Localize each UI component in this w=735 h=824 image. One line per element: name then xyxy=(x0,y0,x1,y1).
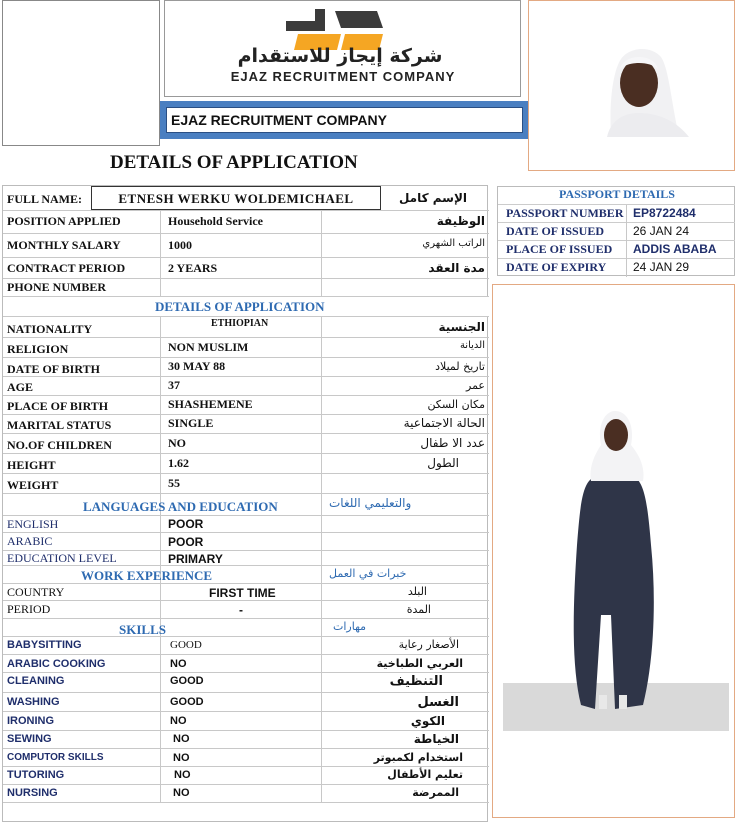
field-value: SHASHEMENE xyxy=(168,397,253,411)
field-arabic: الوظيفة xyxy=(436,214,485,228)
skill-label: ARABIC COOKING xyxy=(7,658,106,670)
passport-value: EP8722484 xyxy=(633,206,696,220)
field-arabic: الطول xyxy=(427,456,459,470)
field-row xyxy=(3,279,489,297)
field-row xyxy=(3,551,489,566)
field-arabic: الحالة الاجتماعية xyxy=(403,416,485,430)
field-value: NO xyxy=(168,436,186,450)
company-name-text: EJAZ RECRUITMENT COMPANY xyxy=(166,107,523,133)
field-label: PERIOD xyxy=(7,602,51,616)
work-section-arabic: خبرات في العمل xyxy=(329,567,407,580)
field-value: 55 xyxy=(168,476,180,490)
field-value: FIRST TIME xyxy=(209,586,276,600)
skill-label: WASHING xyxy=(7,696,60,708)
field-arabic: مكان السكن xyxy=(427,398,485,411)
field-value: PRIMARY xyxy=(168,552,223,566)
field-label: NATIONALITY xyxy=(7,322,93,336)
portrait-person-icon xyxy=(529,1,735,172)
field-label: MONTHLY SALARY xyxy=(7,238,121,252)
field-row xyxy=(3,516,489,533)
field-row xyxy=(3,377,489,396)
skill-row xyxy=(3,673,489,693)
field-row xyxy=(3,415,489,434)
field-label: RELIGION xyxy=(7,342,69,356)
skill-label: BABYSITTING xyxy=(7,639,82,651)
field-row xyxy=(3,474,489,494)
field-label: ARABIC xyxy=(7,534,53,548)
field-label: POSITION APPLIED xyxy=(7,214,121,228)
skill-label: IRONING xyxy=(7,715,55,727)
skill-row xyxy=(3,767,489,785)
skill-value: NO xyxy=(170,658,187,670)
application-table xyxy=(2,185,488,822)
field-value: POOR xyxy=(168,517,204,531)
company-logo xyxy=(164,0,521,97)
passport-label: DATE OF ISSUED xyxy=(506,224,605,238)
field-arabic: عدد الا طفال xyxy=(420,436,485,450)
skill-value: NO xyxy=(170,715,187,727)
field-label: MARITAL STATUS xyxy=(7,418,112,432)
field-value: 30 MAY 88 xyxy=(168,359,226,373)
field-label: DATE OF BIRTH xyxy=(7,362,100,376)
section-header-row xyxy=(3,619,489,637)
field-arabic: مدة العقد xyxy=(428,261,485,275)
passport-value: 26 JAN 24 xyxy=(633,224,690,238)
field-row xyxy=(3,434,489,454)
skill-row xyxy=(3,749,489,767)
field-label: EDUCATION LEVEL xyxy=(7,551,117,565)
skill-row xyxy=(3,693,489,712)
full-body-person-icon xyxy=(493,285,735,819)
field-value: 1.62 xyxy=(168,456,189,470)
field-value: NON MUSLIM xyxy=(168,340,249,354)
field-row xyxy=(3,454,489,474)
skill-arabic: الكوي xyxy=(410,714,445,728)
field-row xyxy=(3,317,489,338)
skill-value: GOOD xyxy=(170,696,204,708)
skill-arabic: الخياطة xyxy=(413,732,459,746)
field-arabic: الإسم كامل xyxy=(398,191,467,205)
skill-arabic: العربي الطباخية xyxy=(376,657,463,670)
skill-value: NO xyxy=(174,769,191,781)
skill-arabic: التنظيف xyxy=(389,674,443,689)
section-header-row xyxy=(3,566,489,584)
skill-row xyxy=(3,731,489,749)
passport-row xyxy=(498,205,735,223)
field-row xyxy=(3,396,489,415)
field-arabic: عمر xyxy=(466,379,485,392)
skills-section-arabic: مهارات xyxy=(333,620,367,633)
field-label: WEIGHT xyxy=(7,478,59,492)
field-label: AGE xyxy=(7,380,34,394)
field-value: SINGLE xyxy=(168,416,214,430)
languages-section-header: LANGUAGES AND EDUCATION xyxy=(83,499,278,514)
field-value: 2 YEARS xyxy=(168,261,218,275)
field-label: NO.OF CHILDREN xyxy=(7,438,112,452)
field-arabic: الجنسية xyxy=(438,320,485,334)
full-name-value: ETNESH WERKU WOLDEMICHAEL xyxy=(91,186,381,210)
field-label: FULL NAME: xyxy=(7,192,82,206)
skill-value: NO xyxy=(173,752,190,764)
skill-value: GOOD xyxy=(170,675,204,687)
passport-details-table xyxy=(497,186,735,276)
field-label: PLACE OF BIRTH xyxy=(7,399,109,413)
skill-value: GOOD xyxy=(170,639,202,651)
passport-row xyxy=(498,223,735,241)
field-label: HEIGHT xyxy=(7,458,56,472)
skill-arabic: تعليم الأطفال xyxy=(387,768,463,781)
work-section-header: WORK EXPERIENCE xyxy=(81,568,213,583)
skill-value: NO xyxy=(173,733,190,745)
skill-row xyxy=(3,655,489,673)
field-arabic: الديانة xyxy=(459,340,485,351)
field-row xyxy=(3,211,489,234)
logo-arabic-name: شركة إيجاز للاستقدام xyxy=(237,45,443,67)
field-value: 1000 xyxy=(168,238,192,252)
blank-photo-box xyxy=(2,0,160,146)
field-row xyxy=(3,258,489,279)
field-arabic: المدة xyxy=(406,603,431,616)
field-row xyxy=(3,234,489,258)
passport-header: PASSPORT DETAILS xyxy=(498,187,735,205)
skill-label: TUTORING xyxy=(7,769,65,781)
skill-label: CLEANING xyxy=(7,675,65,687)
passport-label: DATE OF EXPIRY xyxy=(506,260,607,274)
skill-row xyxy=(3,712,489,731)
skill-value: NO xyxy=(173,787,190,799)
section-header-row xyxy=(3,494,489,516)
passport-label: PLACE OF ISSUED xyxy=(506,242,613,256)
skill-label: NURSING xyxy=(7,787,58,799)
logo-english-name: EJAZ RECRUITMENT COMPANY xyxy=(230,69,456,84)
field-label: CONTRACT PERIOD xyxy=(7,261,126,275)
skill-arabic: الأصغار رعاية xyxy=(398,638,459,651)
field-value: Household Service xyxy=(168,214,263,228)
full-body-photo xyxy=(492,284,735,818)
skill-arabic: استخدام لكمبوتر xyxy=(373,751,463,764)
skill-label: SEWING xyxy=(7,733,52,745)
passport-label: PASSPORT NUMBER xyxy=(506,206,624,220)
passport-value: 24 JAN 29 xyxy=(633,260,690,274)
skill-row xyxy=(3,637,489,655)
field-row xyxy=(3,533,489,551)
skill-row xyxy=(3,785,489,803)
passport-row xyxy=(498,241,735,259)
details-section-header: DETAILS OF APPLICATION xyxy=(155,299,325,314)
field-arabic: الراتب الشهري xyxy=(422,238,485,249)
page-title: DETAILS OF APPLICATION xyxy=(110,152,358,173)
field-value: 37 xyxy=(168,378,180,392)
field-value: - xyxy=(239,603,243,617)
portrait-photo xyxy=(528,0,735,171)
skill-arabic: الممرضة xyxy=(412,786,459,799)
languages-section-arabic: والتعليمي اللغات xyxy=(329,496,412,510)
field-arabic: تاريخ لميلاد xyxy=(435,360,485,373)
skills-section-header: SKILLS xyxy=(119,622,166,637)
passport-value: ADDIS ABABA xyxy=(633,242,717,256)
field-label: COUNTRY xyxy=(7,585,65,599)
field-value: ETHIOPIAN xyxy=(211,318,269,329)
passport-row xyxy=(498,259,735,277)
full-name-row xyxy=(3,186,489,211)
company-name-bar xyxy=(160,101,529,139)
field-arabic: البلد xyxy=(407,585,427,598)
field-row xyxy=(3,358,489,377)
section-header-row xyxy=(3,297,489,317)
field-label: PHONE NUMBER xyxy=(7,280,106,294)
field-row xyxy=(3,584,489,601)
skill-label: COMPUTOR SKILLS xyxy=(7,752,104,763)
field-value: POOR xyxy=(168,535,204,549)
field-row xyxy=(3,338,489,358)
field-row xyxy=(3,601,489,619)
field-label: ENGLISH xyxy=(7,517,59,531)
skill-arabic: الغسل xyxy=(417,695,459,710)
